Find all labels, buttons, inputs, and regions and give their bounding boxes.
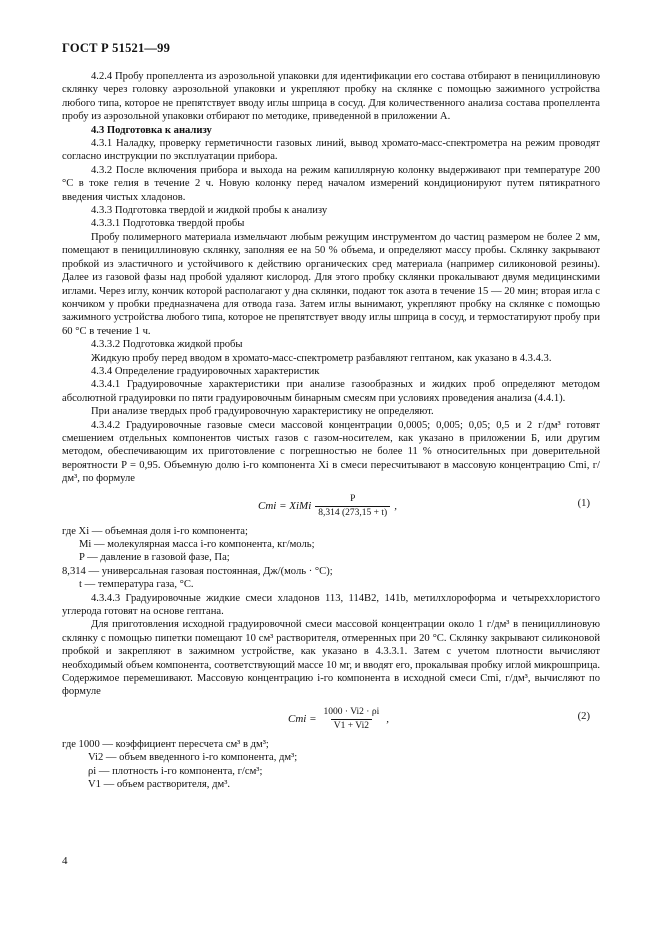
definition-line: ρi — плотность i-го компонента, г/см³; <box>88 765 263 777</box>
formula-2: Cmi = $\frac{1000 \cdot Vi2 \cdot \rho i}{V1 + Vi2}$ , (2) <box>62 702 600 732</box>
formula-1-denominator: 8,314 (273,15 + t) <box>315 506 390 520</box>
para-4-3-3-2: 4.3.3.2 Подготовка жидкой пробы <box>91 339 243 351</box>
para-4-3-1: 4.3.1 Наладку, проверку герметичности газовых линий, вывод хромато-масс-спектрометра на режим проводят согласно инструкции по эксплуатации прибора. <box>62 138 600 163</box>
formula-2-number: (2) <box>577 710 590 722</box>
definition-line: t — температура газа, °С. <box>79 579 194 591</box>
formula-1: Cmi = XiMi $\frac{P}{8,314 (273,15 + t)}$ , (1) <box>62 489 600 519</box>
definition-line: где 1000 — коэффициент пересчета см³ в дм³; <box>62 738 269 750</box>
para-4-3-4-3: 4.3.4.3 Градуировочные жидкие смеси хладонов 113, 114В2, 141b, метилхлороформа и четыреххлористого углерода готовят на основе гептана. <box>62 592 600 618</box>
page-number: 4 <box>62 855 68 867</box>
formula-1-numerator: P <box>350 493 356 504</box>
formula-2-lhs: Cmi = <box>288 713 317 726</box>
para-4-3-3-1-text: Пробу полимерного материала измельчают любым режущим инструментом до частиц размером не более 2 мм, помещают в пенициллиновую склянку, заполняя ее на 50 % объема, и определяют массу пробы. Склянку закрывают пробкой из эластичного и устойчивого к действию органических сред материала (например силиконовой резины). Далее из газовой фазы над пробой удаляют кислород. Для этого пробку склянки прокалывают двумя медицинскими иглами. Через иглу, кончик которой располагают у дна склянки, подают ток азота в течение 15 — 20 мин; вторая игла с кончиком у пробки предназначена для отвода газа. Затем иглы вынимают, укрепляют пробку на склянке с помощью зажимного устройства любого типа, которое не препятствует вводу иглы шприца в сосуд, и термостатируют пробу при 60 °С в течение 1 ч. <box>62 231 600 337</box>
para-4-3-3-2-text: Жидкую пробу перед вводом в хромато-масс-спектрометр разбавляют гептаном, как указано в 4.3.4.3. <box>91 352 552 364</box>
formula-1-definitions <box>62 525 600 592</box>
definition-line: P — давление в газовой фазе, Па; <box>79 552 230 564</box>
document-code: ГОСТ Р 51521—99 <box>62 41 171 55</box>
para-4-3-4-3-b: Для приготовления исходной градуировочной смеси массовой концентрации около 1 г/дм³ в пенициллиновую склянку с помощью пипетки помещают 10 см³ растворителя, отмеренных при 20 °С. Склянку закрывают силиконовой пробкой и закрепляют в зажимном устройстве, как указано в 4.3.3.1. Затем с учетом плотности вычисляют необходимый объем компонента, соответствующий массе 10 мг, и вводят его, прокалывая пробку иглой микрошприца. Содержимое перемешивают. Массовую концентрацию i-го компонента в исходной смеси Cmi, г/дм³, вычисляют по формуле <box>62 619 600 698</box>
formula-1-fraction <box>315 493 390 521</box>
para-4-2-4: 4.2.4 Пробу пропеллента из аэрозольной упаковки для идентификации его состава отбирают в пенициллиновую склянку через головку аэрозольной упаковки и укрепляют пробку на склянке с помощью зажимного устройства любого типа, которое не препятствует вводу иглы шприца в сосуд. Для количественного анализа состава пропеллента пробу из аэрозольной упаковки отбирают по методике, приведенной в приложении А. <box>62 71 600 123</box>
definition-line: где Xi — объемная доля i-го компонента; <box>62 525 248 537</box>
formula-2-definitions <box>62 738 600 792</box>
para-4-3-3-1: 4.3.3.1 Подготовка твердой пробы <box>91 218 245 230</box>
para-4-3-4-1-b: При анализе твердых проб градуировочную характеристику не определяют. <box>91 406 434 418</box>
definition-line: Mi — молекулярная масса i-го компонента, кг/моль; <box>79 539 315 550</box>
para-4-3-4-2: 4.3.4.2 Градуировочные газовые смеси массовой концентрации 0,0005; 0,005; 0,05; 0,5 и 2 г/дм³ готовят смешением отдельных компонентов чистых газов с газом-носителем, как указано в приложении Б, или другим методом, обеспечивающим их приготовление с погрешностью не более 11 % относительных при доверительной вероятности P = 0,95. Объемную долю i-го компонента Xi в смеси пересчитывают в массовую концентрацию Cmi, г/дм³, по формуле <box>62 419 600 485</box>
formula-2-fraction <box>321 706 383 734</box>
formula-2-denominator: V1 + Vi2 <box>331 719 372 733</box>
para-4-3-3: 4.3.3 Подготовка твердой и жидкой пробы к анализу <box>91 205 328 217</box>
formula-1-number: (1) <box>577 497 590 509</box>
definition-line: V1 — объем растворителя, дм³. <box>88 779 231 791</box>
para-4-3-2: 4.3.2 После включения прибора и выхода на режим капиллярную колонку выдерживают при температуре 200 °С в токе гелия в течение 2 ч. Новую колонку перед началом измерений кондиционируют путем пятикратного введения чистых хладонов. <box>62 164 600 203</box>
definition-line: 8,314 — универсальная газовая постоянная, Дж/(моль · °С); <box>62 565 333 577</box>
formula-1-lhs: Cmi = XiMi <box>258 499 312 512</box>
document-body <box>62 70 600 792</box>
section-heading-4-3: 4.3 Подготовка к анализу <box>91 124 212 136</box>
definition-line: Vi2 — объем введенного i-го компонента, дм³; <box>88 752 298 764</box>
para-4-3-4: 4.3.4 Определение градуировочных характеристик <box>91 365 320 377</box>
para-4-3-4-1: 4.3.4.1 Градуировочные характеристики при анализе газообразных и жидких проб определяют методом абсолютной градуировки по пяти градуировочным бинарным смесям при условиях проведения анализа (4.4.1). <box>62 379 600 404</box>
formula-2-numerator: 1000 · Vi2 · ρi <box>323 706 380 717</box>
